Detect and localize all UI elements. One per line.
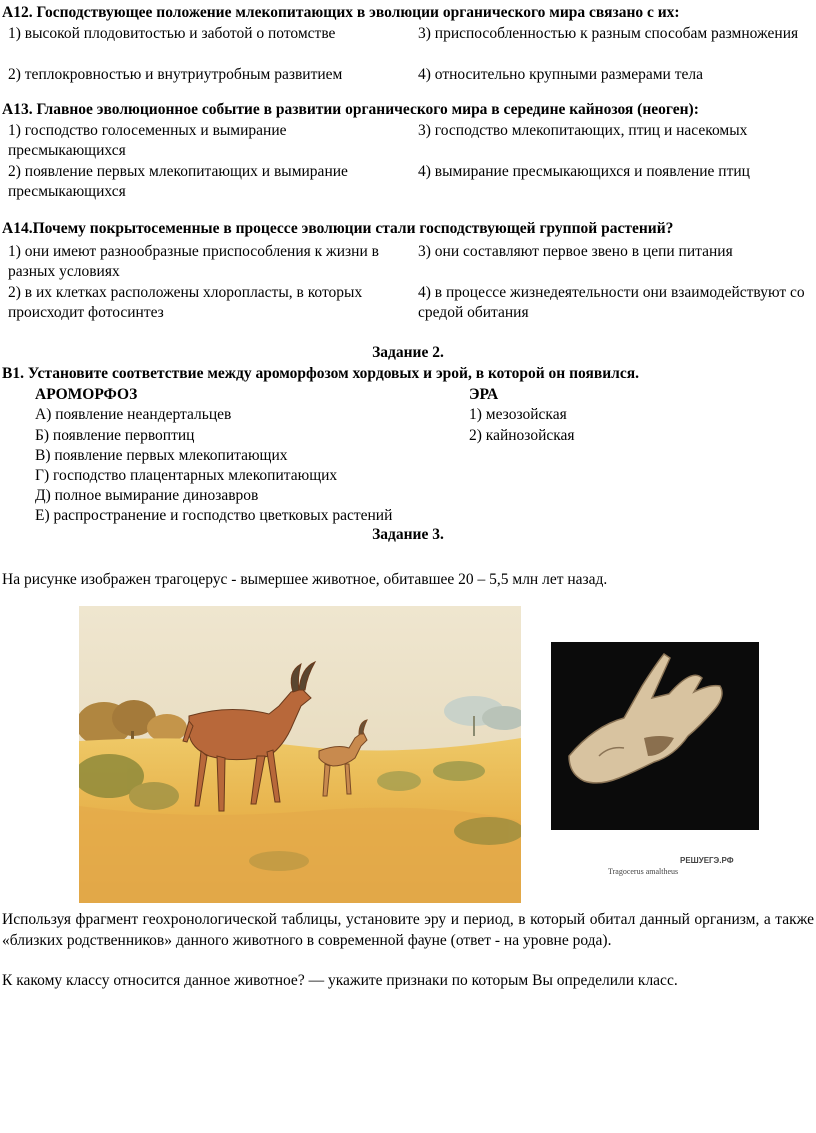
a13-option-4: 4) вымирание пресмыкающихся и появление птиц — [418, 163, 750, 180]
era-option: 2) кайнозойская — [469, 427, 575, 444]
a12-option-4: 4) относительно крупными размерами тела — [418, 66, 703, 83]
a13-option-2: 2) появление первых млекопитающих и вымирание пресмыкающихся — [8, 163, 348, 200]
aromorphosis-header: АРОМОРФОЗ — [35, 386, 138, 403]
a12-option-2: 2) теплокровностью и внутриутробным развитием — [8, 66, 343, 83]
match-item: А) появление неандертальцев — [35, 406, 232, 423]
a14-option-4: 4) в процессе жизнедеятельности они взаимодействуют со средой обитания — [418, 284, 805, 321]
match-item: Е) распространение и господство цветковых растений — [35, 507, 393, 524]
a14-option-1: 1) они имеют разнообразные приспособления к жизни в разных условиях — [8, 243, 379, 280]
task3-heading: Задание 3. — [372, 526, 444, 543]
fossil-caption: Tragocerus amaltheus — [608, 867, 679, 876]
a14-option-3: 3) они составляют первое звено в цепи питания — [418, 243, 733, 260]
tragocerus-illustration — [79, 606, 521, 903]
a12-option-3: 3) приспособленностью к разным способам размножения — [418, 25, 799, 42]
match-item: Г) господство плацентарных млекопитающих — [35, 467, 338, 484]
match-item: В) появление первых млекопитающих — [35, 447, 288, 464]
question-a14-title: А14.Почему покрытосеменные в процессе эволюции стали господствующей группой растений? — [2, 220, 674, 237]
task3-intro: На рисунке изображен трагоцерус - вымершее животное, обитавшее 20 – 5,5 млн лет назад. — [2, 571, 608, 588]
task3-question-1: Используя фрагмент геохронологической таблицы, установите эру и период, в который обитал данный организм, а также «близких родственников» данного животного в современной фауне (ответ - на уровне рода). — [2, 911, 814, 949]
question-a13-title: А13. Главное эволюционное событие в развитии органического мира в середине кайнозоя (неоген): — [2, 101, 699, 118]
a13-option-1: 1) господство голосеменных и вымирание пресмыкающихся — [8, 122, 287, 159]
match-item: Д) полное вымирание динозавров — [35, 487, 259, 504]
task3-question-2: К какому классу относится данное животное? — укажите признаки по которым Вы определили класс. — [2, 972, 678, 989]
match-item: Б) появление первоптиц — [35, 427, 195, 444]
question-a12-title: А12. Господствующее положение млекопитающих в эволюции органического мира связано с их: — [2, 4, 680, 21]
a13-option-3: 3) господство млекопитающих, птиц и насекомых — [418, 122, 748, 139]
task2-heading: Задание 2. — [372, 344, 444, 361]
a12-option-1: 1) высокой плодовитостью и заботой о потомстве — [8, 25, 336, 42]
era-header: ЭРА — [469, 386, 499, 403]
watermark: РЕШУЕГЭ.РФ — [680, 856, 734, 865]
a14-option-2: 2) в их клетках расположены хлоропласты, в которых происходит фотосинтез — [8, 284, 363, 321]
b1-title: В1. Установите соответствие между ароморфозом хордовых и эрой, в которой он появился. — [2, 365, 640, 382]
tragocerus-fossil-photo — [524, 606, 770, 903]
era-option: 1) мезозойская — [469, 406, 567, 423]
